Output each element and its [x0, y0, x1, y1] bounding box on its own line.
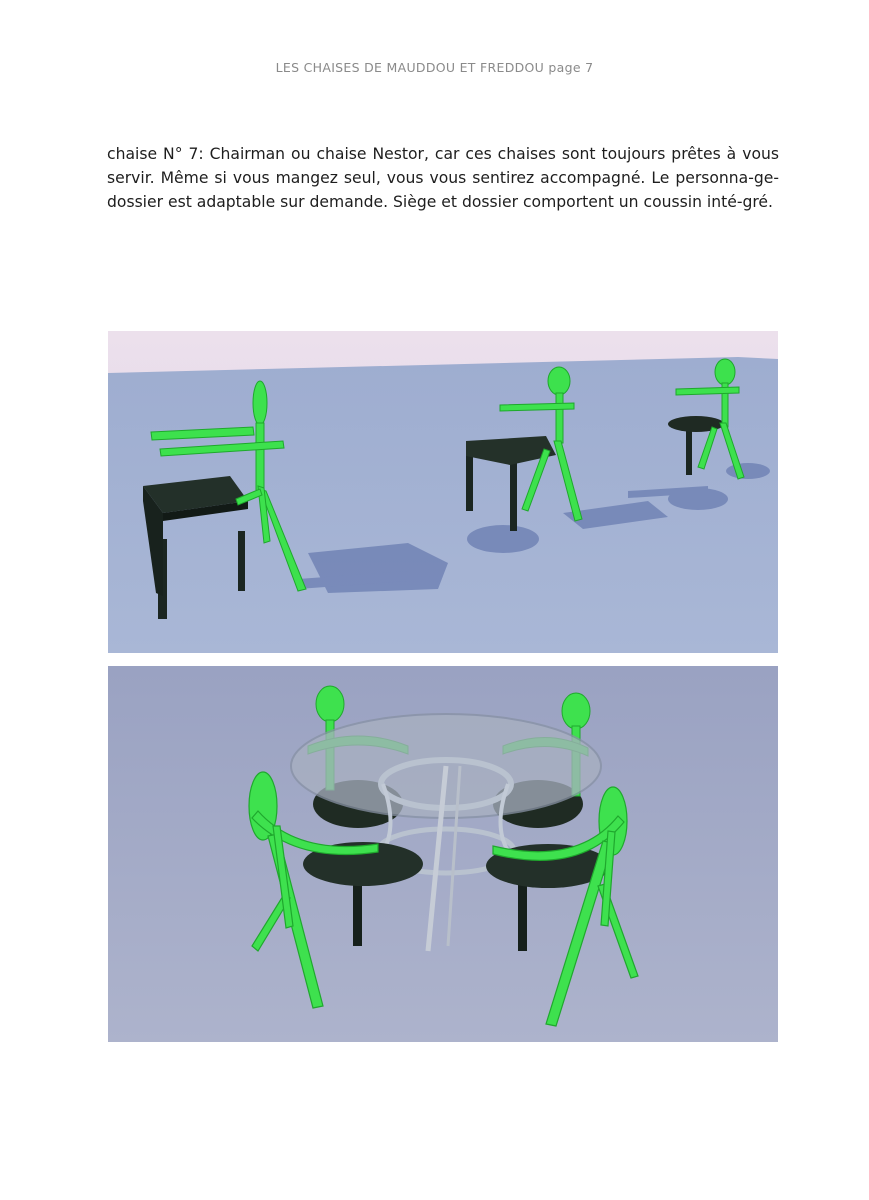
chairs-row-illustration: [108, 331, 778, 653]
running-header: LES CHAISES DE MAUDDOU ET FREDDOU page 7: [275, 60, 594, 75]
chair-description-paragraph: chaise N° 7: Chairman ou chaise Nestor, car ces chaises sont toujours prêtes à vous servir. Même si vous mangez seul, vous vous sentirez accompagné. Le personna-ge-dossier est adaptable sur demande. Siège et dossier comportent un coussin inté-gré.: [107, 145, 779, 211]
chairs-table-illustration: [108, 666, 778, 1042]
chairs-table-render: [108, 666, 778, 1042]
chairs-row-render: [108, 331, 778, 653]
